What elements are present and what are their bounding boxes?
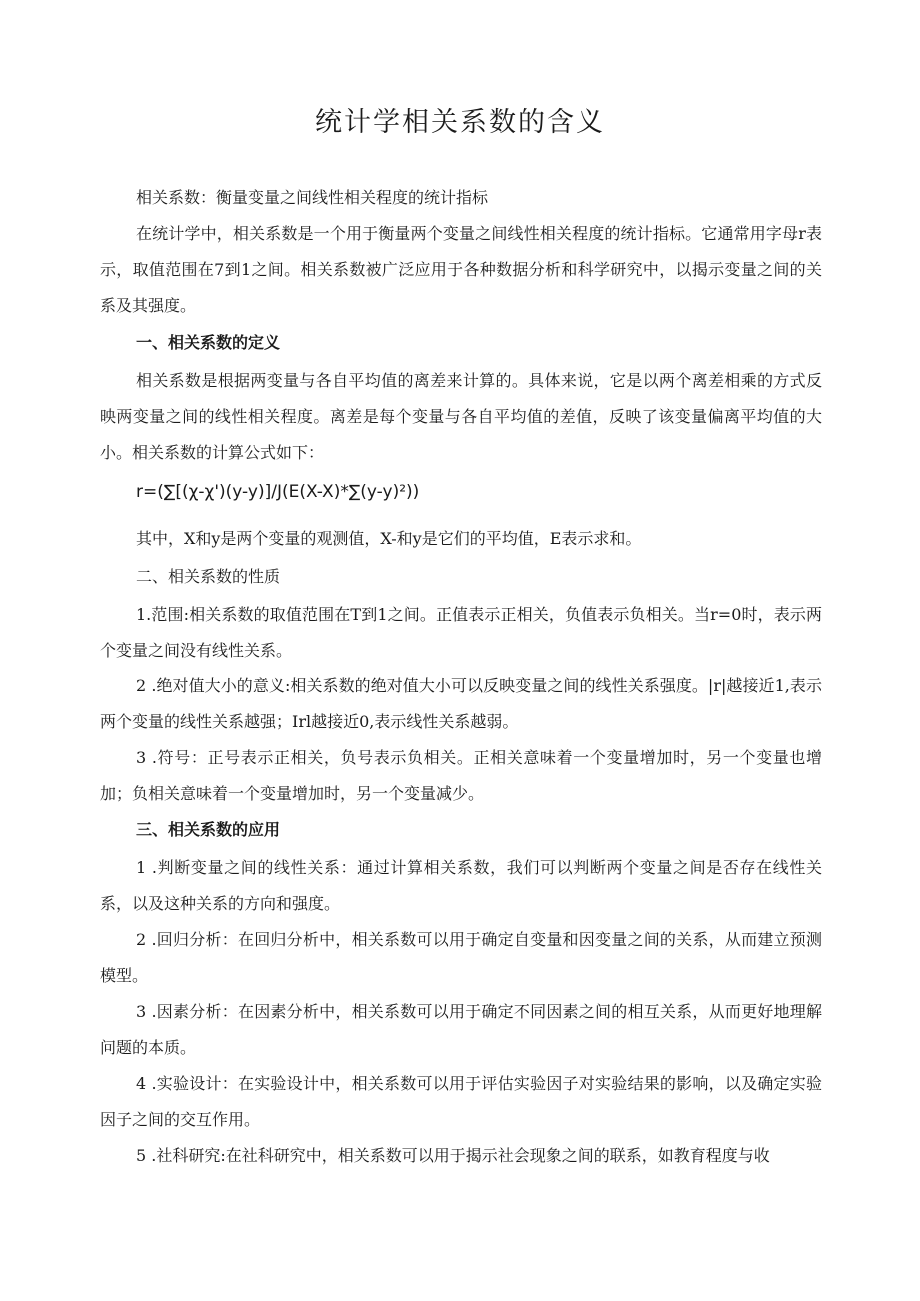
section1-heading: 一、相关系数的定义 bbox=[136, 333, 281, 352]
section3-item-4: 4 .实验设计：在实验设计中，相关系数可以用于评估实验因子对实验结果的影响，以及确定实验因子之间的交互作用。 bbox=[100, 1074, 822, 1129]
document-title: 统计学相关系数的含义 bbox=[315, 107, 605, 138]
section1-body: 相关系数是根据两变量与各自平均值的离差来计算的。具体来说，它是以两个离差相乘的方式反映两变量之间的线性相关程度。离差是每个变量与各自平均值的差值，反映了该变量偏离平均值的大小。相关系数的计算公式如下： bbox=[100, 371, 822, 462]
subtitle-line: 相关系数：衡量变量之间线性相关程度的统计指标 bbox=[136, 188, 489, 207]
section2-item-3: 3 .符号：正号表示正相关，负号表示负相关。正相关意味着一个变量增加时，另一个变量也增加；负相关意味着一个变量增加时，另一个变量减少。 bbox=[100, 748, 822, 803]
section2-heading: 二、相关系数的性质 bbox=[136, 567, 281, 586]
section3-item-1: 1 .判断变量之间的线性关系：通过计算相关系数，我们可以判断两个变量之间是否存在线性关系，以及这种关系的方向和强度。 bbox=[100, 858, 822, 913]
section3-item-2: 2 .回归分析：在回归分析中，相关系数可以用于确定自变量和因变量之间的关系，从而建立预测模型。 bbox=[100, 930, 822, 985]
formula-explanation: 其中，X和y是两个变量的观测值，X-和y是它们的平均值，E表示求和。 bbox=[136, 529, 642, 548]
section3-item-5: 5 .社科研究:在社科研究中，相关系数可以用于揭示社会现象之间的联系，如教育程度与收 bbox=[136, 1146, 770, 1165]
section2-item-2: 2 .绝对值大小的意义:相关系数的绝对值大小可以反映变量之间的线性关系强度。|r|越接近1,表示两个变量的线性关系越强；Irl越接近0,表示线性关系越弱。 bbox=[100, 676, 822, 731]
intro-paragraph: 在统计学中，相关系数是一个用于衡量两个变量之间线性相关程度的统计指标。它通常用字母r表示，取值范围在7到1之间。相关系数被广泛应用于各种数据分析和科学研究中，以揭示变量之间的关系及其强度。 bbox=[100, 224, 822, 315]
section2-item-1: 1.范围:相关系数的取值范围在T到1之间。正值表示正相关，负值表示负相关。当r=0时，表示两个变量之间没有线性关系。 bbox=[100, 605, 822, 660]
correlation-formula: r=(∑[(χ-χ')(y-y)]/J(E(X-X)*∑(y-y)²)) bbox=[136, 482, 420, 502]
section3-heading: 三、相关系数的应用 bbox=[136, 820, 281, 839]
section3-item-3: 3 .因素分析：在因素分析中，相关系数可以用于确定不同因素之间的相互关系，从而更好地理解问题的本质。 bbox=[100, 1002, 822, 1057]
